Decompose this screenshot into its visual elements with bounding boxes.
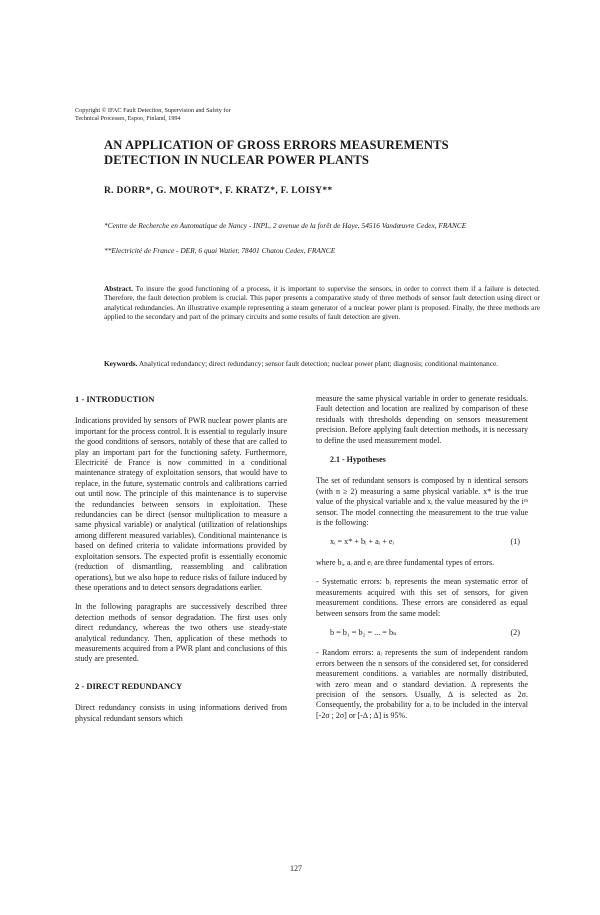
- introduction-paragraph-2: In the following paragraphs are successively described three detection methods of sensor degradation. The first uses only direct redundancy, whereas the two others use steady-state analytical redundancy. Then, application of these methods to measurements acquired from a PWR plant and conclusions of this study are presented.: [75, 602, 287, 664]
- page-number: 127: [290, 864, 302, 873]
- abstract-label: Abstract.: [104, 284, 133, 293]
- random-errors-paragraph: - Random errors: aᵢ represents the sum of independent random errors between the n sensors of the considered set, for considered measurement conditions. aᵢ variables are normally distributed, with zero mean and σ standard deviation. Δ represents the precision of the sensors. Usually, Δ is selected as 2σ. Consequently, the probability for aᵢ to be included in the interval [-2σ ; 2σ] or [-Δ ; Δ] is 95%.: [316, 648, 528, 720]
- equation-1-body: xᵢ = x* + bᵢ + aᵢ + eᵢ: [330, 537, 394, 547]
- copyright-notice: [75, 107, 395, 123]
- introduction-paragraph-1: Indications provided by sensors of PWR nuclear power plants are important for the process control. It is essential to regularly insure the good conditions of sensors, notably of these that are called to play an important part for the functioning safety. Furthermore, Electricité de France is now committed in a conditional maintenance strategy of exploitation sensors, that would have to replace, in the future, systematic controls and calibrations carried out until now. The principle of this maintenance is to supervise the redundancies between sensors in exploitation. These redundancies can be direct (sensor multiplication to measure a same physical variable) or analytical (utilization of relationships among different measured variables). Conditional maintenance is based on defined criteria to validate informations provided by exploitation sensors. The expected profit is essentially economic (reduction of dismantling, reassembling and calibration operations), but we also hope to reduce risks of failure induced by these operations and to detect sensors degradations earlier.: [75, 416, 287, 592]
- paper-title-line-2: DETECTION IN NUCLEAR POWER PLANTS: [104, 153, 370, 167]
- paper-title-line-1: AN APPLICATION OF GROSS ERRORS MEASUREMENTS: [104, 138, 449, 152]
- equation-2-number: (2): [510, 627, 520, 637]
- subsection-heading-hypotheses: 2.1 - Hypotheses: [330, 455, 386, 465]
- equation-1: [330, 537, 528, 547]
- author-list: R. DORR*, G. MOUROT*, F. KRATZ*, F. LOISY**: [104, 186, 333, 196]
- copyright-line-1: Copyright © IFAC Fault Detection, Supervision and Safety for: [75, 107, 231, 114]
- hypotheses-paragraph-2: where bᵢ, aᵢ and eᵢ are three fundamental types of errors.: [316, 557, 495, 567]
- affiliation-nancy: *Centre de Recherche en Automatique de Nancy - INPL, 2 avenue de la forêt de Haye, 54516 Vandœuvre Cedex, FRANCE: [104, 221, 467, 230]
- direct-redundancy-paragraph-1: Direct redundancy consists in using informations derived from physical redundant sensors which: [75, 703, 287, 723]
- affiliation-edf: **Electricité de France - DER, 6 quai Watier, 78401 Chatou Cedex, FRANCE: [104, 246, 336, 255]
- equation-2: [330, 628, 528, 638]
- section-heading-direct-redundancy: 2 - DIRECT REDUNDANCY: [75, 680, 183, 691]
- right-column: [316, 394, 528, 730]
- paper-title: [104, 138, 544, 168]
- section-heading-introduction: 1 - INTRODUCTION: [75, 394, 155, 404]
- keywords: [104, 359, 540, 368]
- hypotheses-paragraph-1: The set of redundant sensors is composed by n identical sensors (with n ≥ 2) measuring a same physical variable. x* is the true value of the physical variable and xᵢ the value measured by the iᵗʰ sensor. The model connecting the measurement to the true value is the following:: [316, 476, 528, 528]
- keywords-text: Analytical redundancy; direct redundancy; sensor fault detection; nuclear power plant; diagnosis; conditional maintenance.: [137, 359, 499, 368]
- keywords-label: Keywords.: [104, 359, 138, 368]
- systematic-errors-paragraph: - Systematic errors: bᵢ represents the mean systematic error of measurements acquired with this set of sensors, for given measurement conditions. These errors are considered as equal between sensors from the same model:: [316, 577, 528, 618]
- equation-2-body: b = b₁ = b₂ = ... = bₙ: [330, 627, 397, 637]
- copyright-line-2: Technical Processes, Espoo, Finland, 1994: [75, 115, 181, 122]
- abstract: [104, 284, 540, 322]
- left-column: [75, 394, 287, 733]
- abstract-text: To insure the good functioning of a process, it is important to supervise the sensors, in order to correct them if a failure is detected. Therefore, the fault detection problem is crucial. This paper presents a comparative study of three methods of sensor fault detection using direct or analytical redundancies. An illustrative example representing a steam generator of a nuclear power plant is proposed. Finally, the three methods are applied to the secondary and part of the primary circuits and some results of fault detection are given.: [104, 284, 540, 322]
- equation-1-number: (1): [510, 537, 520, 547]
- direct-redundancy-paragraph-1-continued: measure the same physical variable in order to generate residuals. Fault detection and location are realized by comparison of these residuals with thresholds depending on sensors measurement precision. Before applying fault detection methods, it is necessary to define the used measurement model.: [316, 394, 528, 445]
